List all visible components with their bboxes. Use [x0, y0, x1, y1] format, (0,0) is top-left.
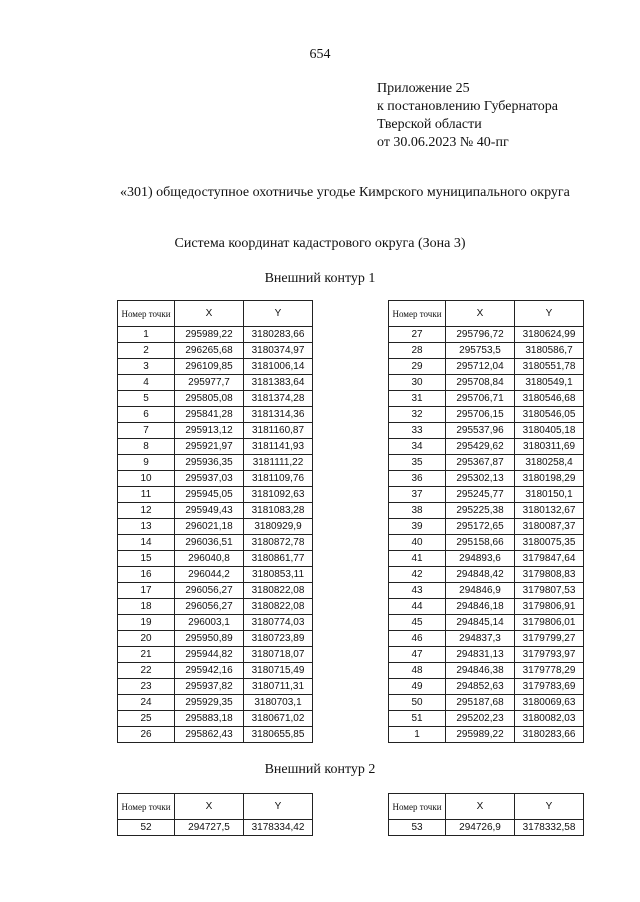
point-number-cell: 20 — [118, 631, 175, 647]
point-number-cell: 50 — [389, 695, 446, 711]
point-number-cell: 33 — [389, 423, 446, 439]
x-coordinate-cell: 295841,28 — [175, 407, 244, 423]
y-coordinate-cell: 3181383,64 — [244, 375, 313, 391]
coordinate-system-title: Система координат кадастрового округа (Зона 3) — [174, 236, 466, 251]
table-row — [389, 631, 584, 647]
y-coordinate-cell: 3180822,08 — [244, 599, 313, 615]
x-coordinate-cell: 294846,18 — [446, 599, 515, 615]
x-coordinate-cell: 294837,3 — [446, 631, 515, 647]
table-row — [118, 455, 313, 471]
table-row — [118, 343, 313, 359]
table-row — [389, 711, 584, 727]
x-coordinate-cell: 295989,22 — [446, 727, 515, 743]
table-row — [118, 695, 313, 711]
x-coordinate-cell: 295202,23 — [446, 711, 515, 727]
appendix-line-3: Тверской области — [377, 117, 482, 132]
x-coordinate-cell: 295753,5 — [446, 343, 515, 359]
y-coordinate-cell: 3180711,31 — [244, 679, 313, 695]
y-coordinate-cell: 3180546,68 — [515, 391, 584, 407]
table-row — [389, 583, 584, 599]
y-coordinate-cell: 3179799,27 — [515, 631, 584, 647]
point-number-cell: 34 — [389, 439, 446, 455]
x-coordinate-cell: 296040,8 — [175, 551, 244, 567]
point-number-cell: 5 — [118, 391, 175, 407]
header-num: Номер точки — [389, 301, 446, 327]
point-number-cell: 24 — [118, 695, 175, 711]
y-coordinate-cell: 3181314,36 — [244, 407, 313, 423]
x-coordinate-cell: 295862,43 — [175, 727, 244, 743]
y-coordinate-cell: 3180082,03 — [515, 711, 584, 727]
table-row — [389, 423, 584, 439]
point-number-cell: 10 — [118, 471, 175, 487]
point-number-cell: 41 — [389, 551, 446, 567]
x-coordinate-cell: 295949,43 — [175, 503, 244, 519]
x-coordinate-cell: 295537,96 — [446, 423, 515, 439]
table-row — [389, 599, 584, 615]
y-coordinate-cell: 3179793,97 — [515, 647, 584, 663]
y-coordinate-cell: 3181006,14 — [244, 359, 313, 375]
y-coordinate-cell: 3180551,78 — [515, 359, 584, 375]
table-row — [389, 820, 584, 836]
point-number-cell: 6 — [118, 407, 175, 423]
y-coordinate-cell: 3180198,29 — [515, 471, 584, 487]
contour-2-left-table — [117, 793, 313, 836]
header-num: Номер точки — [389, 794, 446, 820]
point-number-cell: 17 — [118, 583, 175, 599]
table-row — [118, 567, 313, 583]
point-number-cell: 30 — [389, 375, 446, 391]
table-row — [389, 695, 584, 711]
appendix-line-4: от 30.06.2023 № 40-пг — [377, 135, 509, 150]
x-coordinate-cell: 295706,71 — [446, 391, 515, 407]
y-coordinate-cell: 3180283,66 — [515, 727, 584, 743]
table-row — [118, 391, 313, 407]
x-coordinate-cell: 294848,42 — [446, 567, 515, 583]
x-coordinate-cell: 295937,82 — [175, 679, 244, 695]
y-coordinate-cell: 3179808,83 — [515, 567, 584, 583]
x-coordinate-cell: 294727,5 — [175, 820, 244, 836]
x-coordinate-cell: 295796,72 — [446, 327, 515, 343]
y-coordinate-cell: 3180069,63 — [515, 695, 584, 711]
x-coordinate-cell: 296003,1 — [175, 615, 244, 631]
x-coordinate-cell: 295225,38 — [446, 503, 515, 519]
header-y: Y — [244, 794, 313, 820]
point-number-cell: 38 — [389, 503, 446, 519]
table-row — [389, 471, 584, 487]
y-coordinate-cell: 3181141,93 — [244, 439, 313, 455]
point-number-cell: 39 — [389, 519, 446, 535]
table-row — [118, 375, 313, 391]
x-coordinate-cell: 295187,68 — [446, 695, 515, 711]
table-row — [118, 583, 313, 599]
x-coordinate-cell: 296021,18 — [175, 519, 244, 535]
y-coordinate-cell: 3180150,1 — [515, 487, 584, 503]
header-y: Y — [515, 301, 584, 327]
y-coordinate-cell: 3179778,29 — [515, 663, 584, 679]
x-coordinate-cell: 295929,35 — [175, 695, 244, 711]
point-number-cell: 29 — [389, 359, 446, 375]
y-coordinate-cell: 3180861,77 — [244, 551, 313, 567]
y-coordinate-cell: 3178334,42 — [244, 820, 313, 836]
point-number-cell: 3 — [118, 359, 175, 375]
x-coordinate-cell: 295950,89 — [175, 631, 244, 647]
table-row — [389, 359, 584, 375]
y-coordinate-cell: 3180311,69 — [515, 439, 584, 455]
x-coordinate-cell: 295942,16 — [175, 663, 244, 679]
appendix-line-2: к постановлению Губернатора — [377, 99, 558, 114]
point-number-cell: 16 — [118, 567, 175, 583]
table-row — [389, 727, 584, 743]
table-row — [389, 391, 584, 407]
x-coordinate-cell: 294846,9 — [446, 583, 515, 599]
y-coordinate-cell: 3180655,85 — [244, 727, 313, 743]
table-row — [389, 647, 584, 663]
point-number-cell: 49 — [389, 679, 446, 695]
point-number-cell: 45 — [389, 615, 446, 631]
contour-2-title: Внешний контур 2 — [264, 762, 376, 777]
point-number-cell: 13 — [118, 519, 175, 535]
point-number-cell: 37 — [389, 487, 446, 503]
x-coordinate-cell: 295989,22 — [175, 327, 244, 343]
y-coordinate-cell: 3180723,89 — [244, 631, 313, 647]
point-number-cell: 8 — [118, 439, 175, 455]
point-number-cell: 31 — [389, 391, 446, 407]
appendix-block — [377, 80, 558, 152]
x-coordinate-cell: 295367,87 — [446, 455, 515, 471]
x-coordinate-cell: 296044,2 — [175, 567, 244, 583]
point-number-cell: 26 — [118, 727, 175, 743]
y-coordinate-cell: 3180872,78 — [244, 535, 313, 551]
table-row — [118, 439, 313, 455]
y-coordinate-cell: 3178332,58 — [515, 820, 584, 836]
x-coordinate-cell: 296056,27 — [175, 599, 244, 615]
table-row — [118, 647, 313, 663]
x-coordinate-cell: 295302,13 — [446, 471, 515, 487]
table-header-row — [118, 794, 313, 820]
header-x: X — [446, 301, 515, 327]
y-coordinate-cell: 3181083,28 — [244, 503, 313, 519]
point-number-cell: 42 — [389, 567, 446, 583]
y-coordinate-cell: 3181374,28 — [244, 391, 313, 407]
table-row — [389, 535, 584, 551]
table-row — [389, 679, 584, 695]
table-row — [118, 535, 313, 551]
point-number-cell: 15 — [118, 551, 175, 567]
point-number-cell: 36 — [389, 471, 446, 487]
point-number-cell: 25 — [118, 711, 175, 727]
point-number-cell: 35 — [389, 455, 446, 471]
point-number-cell: 48 — [389, 663, 446, 679]
x-coordinate-cell: 295944,82 — [175, 647, 244, 663]
y-coordinate-cell: 3180671,02 — [244, 711, 313, 727]
table-row — [118, 503, 313, 519]
table-row — [118, 407, 313, 423]
y-coordinate-cell: 3180718,07 — [244, 647, 313, 663]
y-coordinate-cell: 3181109,76 — [244, 471, 313, 487]
x-coordinate-cell: 295158,66 — [446, 535, 515, 551]
table-row — [389, 567, 584, 583]
header-x: X — [175, 301, 244, 327]
table-row — [389, 487, 584, 503]
point-number-cell: 14 — [118, 535, 175, 551]
y-coordinate-cell: 3180624,99 — [515, 327, 584, 343]
point-number-cell: 53 — [389, 820, 446, 836]
x-coordinate-cell: 295977,7 — [175, 375, 244, 391]
point-number-cell: 28 — [389, 343, 446, 359]
y-coordinate-cell: 3180132,67 — [515, 503, 584, 519]
point-number-cell: 23 — [118, 679, 175, 695]
table-row — [389, 343, 584, 359]
y-coordinate-cell: 3181160,87 — [244, 423, 313, 439]
point-number-cell: 18 — [118, 599, 175, 615]
y-coordinate-cell: 3179806,91 — [515, 599, 584, 615]
y-coordinate-cell: 3180715,49 — [244, 663, 313, 679]
contour-1-left-table — [117, 300, 313, 743]
header-y: Y — [244, 301, 313, 327]
point-number-cell: 46 — [389, 631, 446, 647]
header-x: X — [175, 794, 244, 820]
x-coordinate-cell: 295945,05 — [175, 487, 244, 503]
table-row — [389, 663, 584, 679]
x-coordinate-cell: 295245,77 — [446, 487, 515, 503]
x-coordinate-cell: 295805,08 — [175, 391, 244, 407]
y-coordinate-cell: 3180703,1 — [244, 695, 313, 711]
y-coordinate-cell: 3180774,03 — [244, 615, 313, 631]
x-coordinate-cell: 295913,12 — [175, 423, 244, 439]
y-coordinate-cell: 3180087,37 — [515, 519, 584, 535]
x-coordinate-cell: 295712,04 — [446, 359, 515, 375]
point-number-cell: 1 — [389, 727, 446, 743]
y-coordinate-cell: 3180405,18 — [515, 423, 584, 439]
contour-1-right-table — [388, 300, 584, 743]
x-coordinate-cell: 295429,62 — [446, 439, 515, 455]
x-coordinate-cell: 294831,13 — [446, 647, 515, 663]
y-coordinate-cell: 3181111,22 — [244, 455, 313, 471]
header-x: X — [446, 794, 515, 820]
point-number-cell: 4 — [118, 375, 175, 391]
x-coordinate-cell: 295172,65 — [446, 519, 515, 535]
table-row — [118, 727, 313, 743]
x-coordinate-cell: 294726,9 — [446, 820, 515, 836]
point-number-cell: 44 — [389, 599, 446, 615]
x-coordinate-cell: 294845,14 — [446, 615, 515, 631]
table-row — [389, 407, 584, 423]
y-coordinate-cell: 3180546,05 — [515, 407, 584, 423]
x-coordinate-cell: 294852,63 — [446, 679, 515, 695]
table-row — [118, 327, 313, 343]
table-row — [389, 519, 584, 535]
y-coordinate-cell: 3180549,1 — [515, 375, 584, 391]
table-header-row — [118, 301, 313, 327]
point-number-cell: 12 — [118, 503, 175, 519]
table-row — [118, 487, 313, 503]
table-row — [389, 503, 584, 519]
point-number-cell: 40 — [389, 535, 446, 551]
table-row — [118, 551, 313, 567]
table-row — [389, 327, 584, 343]
x-coordinate-cell: 296036,51 — [175, 535, 244, 551]
point-number-cell: 43 — [389, 583, 446, 599]
point-number-cell: 47 — [389, 647, 446, 663]
point-number-cell: 9 — [118, 455, 175, 471]
y-coordinate-cell: 3179783,69 — [515, 679, 584, 695]
page-number: 654 — [309, 47, 331, 62]
header-num: Номер точки — [118, 794, 175, 820]
y-coordinate-cell: 3180075,35 — [515, 535, 584, 551]
header-y: Y — [515, 794, 584, 820]
x-coordinate-cell: 295937,03 — [175, 471, 244, 487]
point-number-cell: 1 — [118, 327, 175, 343]
point-number-cell: 21 — [118, 647, 175, 663]
y-coordinate-cell: 3181092,63 — [244, 487, 313, 503]
y-coordinate-cell: 3179806,01 — [515, 615, 584, 631]
x-coordinate-cell: 296265,68 — [175, 343, 244, 359]
y-coordinate-cell: 3180258,4 — [515, 455, 584, 471]
y-coordinate-cell: 3180283,66 — [244, 327, 313, 343]
table-row — [118, 663, 313, 679]
point-number-cell: 27 — [389, 327, 446, 343]
y-coordinate-cell: 3179847,64 — [515, 551, 584, 567]
x-coordinate-cell: 296056,27 — [175, 583, 244, 599]
x-coordinate-cell: 295921,97 — [175, 439, 244, 455]
y-coordinate-cell: 3180586,7 — [515, 343, 584, 359]
x-coordinate-cell: 294893,6 — [446, 551, 515, 567]
y-coordinate-cell: 3180822,08 — [244, 583, 313, 599]
x-coordinate-cell: 294846,38 — [446, 663, 515, 679]
section-heading: «301) общедоступное охотничье угодье Кимрского муниципального округа — [120, 185, 570, 200]
table-header-row — [389, 794, 584, 820]
table-row — [118, 615, 313, 631]
point-number-cell: 2 — [118, 343, 175, 359]
point-number-cell: 11 — [118, 487, 175, 503]
table-row — [389, 439, 584, 455]
point-number-cell: 51 — [389, 711, 446, 727]
x-coordinate-cell: 295883,18 — [175, 711, 244, 727]
contour-2-right-table — [388, 793, 584, 836]
y-coordinate-cell: 3179807,53 — [515, 583, 584, 599]
x-coordinate-cell: 296109,85 — [175, 359, 244, 375]
table-row — [118, 519, 313, 535]
x-coordinate-cell: 295706,15 — [446, 407, 515, 423]
table-row — [118, 359, 313, 375]
table-row — [389, 615, 584, 631]
table-row — [389, 375, 584, 391]
table-header-row — [389, 301, 584, 327]
y-coordinate-cell: 3180929,9 — [244, 519, 313, 535]
x-coordinate-cell: 295936,35 — [175, 455, 244, 471]
table-row — [118, 423, 313, 439]
header-num: Номер точки — [118, 301, 175, 327]
table-row — [389, 455, 584, 471]
table-row — [118, 820, 313, 836]
point-number-cell: 32 — [389, 407, 446, 423]
table-row — [118, 599, 313, 615]
point-number-cell: 22 — [118, 663, 175, 679]
y-coordinate-cell: 3180853,11 — [244, 567, 313, 583]
table-row — [389, 551, 584, 567]
table-row — [118, 471, 313, 487]
table-row — [118, 711, 313, 727]
appendix-line-1: Приложение 25 — [377, 81, 470, 96]
point-number-cell: 52 — [118, 820, 175, 836]
y-coordinate-cell: 3180374,97 — [244, 343, 313, 359]
x-coordinate-cell: 295708,84 — [446, 375, 515, 391]
point-number-cell: 7 — [118, 423, 175, 439]
point-number-cell: 19 — [118, 615, 175, 631]
table-row — [118, 679, 313, 695]
table-row — [118, 631, 313, 647]
contour-1-title: Внешний контур 1 — [264, 271, 376, 286]
